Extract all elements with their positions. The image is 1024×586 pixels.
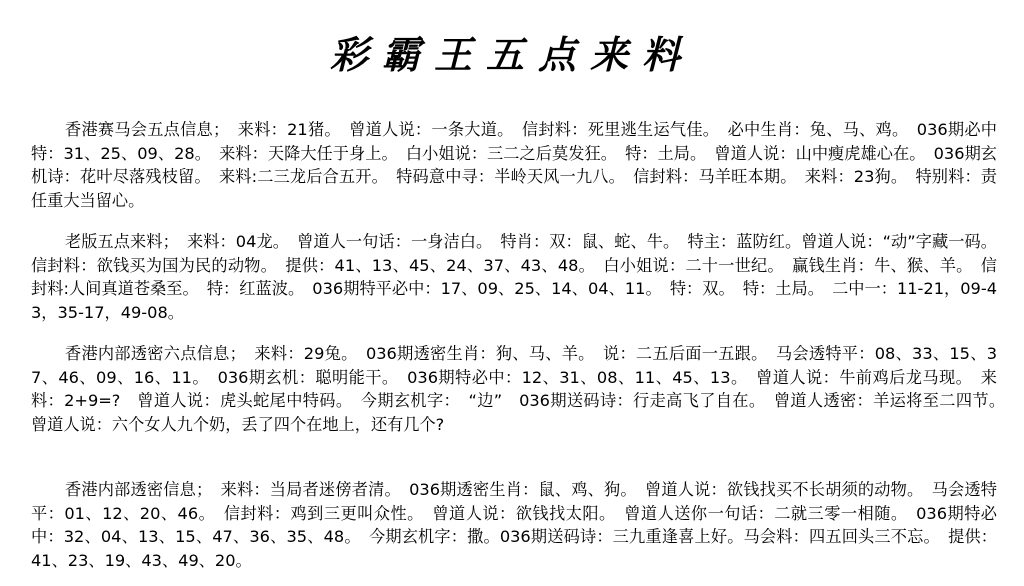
- page-title: 彩霸王五点来料: [329, 32, 694, 77]
- info-paragraph-hk-jockey-club: 香港赛马会五点信息； 来料：21猪。 曾道人说：一条大道。 信封料：死里逃生运气佳。 必中生肖：兔、马、鸡。 036期必中特：31、25、09、28。 来料：天降大任于身上。 白小姐说：三二之后莫发狂。 特：土局。 曾道人说：山中瘦虎雄心在。 036期玄机诗：花叶尽落残枝留。 来料:二三龙后合五开。 特码意中寻：半岭天风一九八。 信封料：马羊旺本期。 来料：23狗。 特别料：责任重大当留心。: [31, 120, 997, 210]
- info-paragraph-hk-internal-six-point: 香港内部透密六点信息； 来料：29兔。 036期透密生肖：狗、马、羊。 说：二五后面一五跟。 马会透特平：08、33、15、37、46、09、16、11。 036期玄机：聪明能干。 036期特必中：12、31、08、11、45、13。 曾道人说：牛前鸡后龙马现。 来料：2+9=? 曾道人说：虎头蛇尾中特码。 今期玄机字： “边” 036期送码诗：行走高飞了自在。 曾道人透密：羊运将至二四节。 曾道人说：六个女人九个奶，丢了四个在地上，还有几个?: [31, 344, 1014, 434]
- info-paragraph-old-version: 老版五点来料； 来料：04龙。 曾道人一句话：一身洁白。 特肖：双：鼠、蛇、牛。 特主：蓝防红。曾道人说：“动”字藏一码。信封料：欲钱买为国为民的动物。 提供：41、13、45、24、37、43、48。 白小姐说：二十一世纪。 赢钱生肖：牛、猴、羊。 信封料:人间真道苍桑至。 特：红蓝波。 036期特平必中：17、09、25、14、04、11。 特：双。 特：土局。 二中一：11-21，09-43，35-17，49-08。: [31, 232, 997, 322]
- info-paragraph-hk-internal: 香港内部透密信息； 来料：当局者迷傍者清。 036期透密生肖：鼠、鸡、狗。 曾道人说：欲钱找买不长胡须的动物。 马会透特平：01、12、20、46。 信封料：鸡到三更叫众性。 曾道人说：欲钱找太阳。 曾道人送你一句话：二就三零一相随。 036期特必中：32、04、13、15、47、36、35、48。 今期玄机字：撒。036期送码诗：三九重逢喜上好。马会料：四五回头三不忘。 提供：41、23、19、43、49、20。: [31, 480, 997, 570]
